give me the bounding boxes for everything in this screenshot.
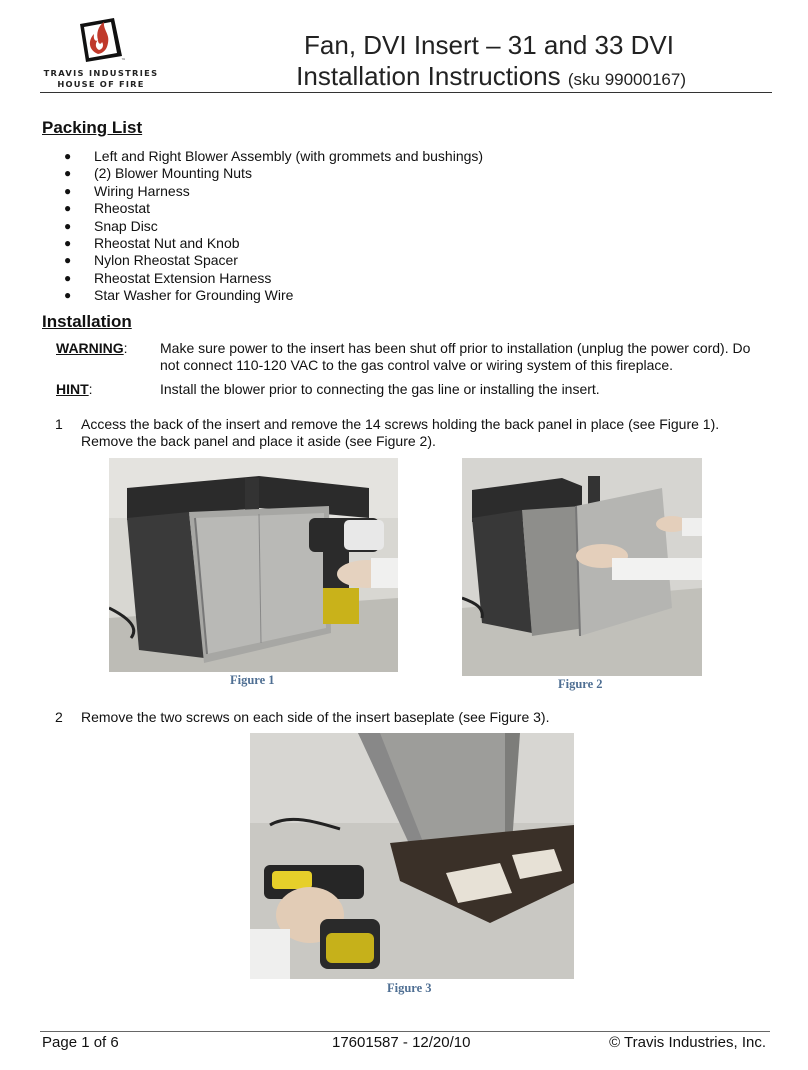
footer-page-number: Page 1 of 6 (42, 1034, 119, 1051)
flame-logo-icon (74, 16, 130, 66)
header-divider (40, 92, 772, 93)
list-item (64, 148, 483, 165)
list-item-text: Left and Right Blower Assembly (with grommets and bushings) (94, 148, 484, 164)
packing-list-heading: Packing List (42, 118, 143, 137)
warning-text: Make sure power to the insert has been shut off prior to installation (unplug the power cord). Do not connect 110-120 VAC to the gas control valve or wiring system of this fireplace. (160, 340, 751, 373)
bullet-icon: ● (64, 218, 72, 233)
figure-1-photo (109, 458, 398, 672)
list-item-text: Snap Disc (94, 217, 158, 234)
bullet-icon: ● (64, 149, 72, 163)
bullet-icon: ● (64, 270, 72, 285)
list-item (64, 200, 483, 217)
sku-number: (sku 99000167) (567, 70, 686, 89)
list-item-text: Rheostat (94, 200, 151, 217)
figure-1-caption: Figure 1 (230, 673, 275, 687)
list-item-text: Wiring Harness (94, 182, 190, 199)
footer-document-number: 17601587 - 12/20/10 (332, 1034, 471, 1051)
bullet-icon: ● (64, 183, 72, 198)
bullet-icon: ● (64, 201, 72, 216)
step-1-text: Access the back of the insert and remove the 14 screws holding the back panel in place (see Figure 1). Remove the back panel and place it aside (see Figure 2). (81, 416, 720, 449)
footer-divider (40, 1031, 770, 1032)
list-item (64, 235, 483, 252)
step-2-text: Remove the two screws on each side of the insert baseplate (see Figure 3). (81, 709, 550, 725)
list-item-text: Rheostat Nut and Knob (94, 234, 240, 251)
footer-copyright: © Travis Industries, Inc. (609, 1034, 766, 1051)
figure-3-caption: Figure 3 (387, 981, 432, 995)
step-1-number: 1 (55, 416, 63, 432)
hint-text: Install the blower prior to connecting the gas line or installing the insert. (160, 381, 600, 397)
figure-2-caption: Figure 2 (558, 677, 603, 691)
warning-label: WARNING: (56, 340, 128, 356)
bullet-icon: ● (64, 166, 72, 181)
figure-3-photo (250, 733, 574, 979)
subtitle-text: Installation Instructions (296, 61, 561, 91)
list-item-text: Nylon Rheostat Spacer (94, 252, 238, 269)
logo-tagline: HOUSE OF FIRE (57, 79, 145, 89)
step-2-number: 2 (55, 709, 63, 725)
trademark-symbol: ™ (121, 58, 126, 64)
list-item (64, 252, 483, 269)
list-item (64, 183, 483, 200)
list-item (64, 287, 483, 304)
document-subtitle (296, 61, 686, 92)
bullet-icon: ● (64, 235, 72, 250)
packing-list (64, 148, 483, 305)
figure-2-photo (462, 458, 702, 676)
list-item (64, 165, 483, 182)
list-item-text: Star Washer for Grounding Wire (94, 287, 294, 304)
list-item-text: Rheostat Extension Harness (94, 269, 272, 286)
hint-label: HINT: (56, 381, 93, 397)
document-title: Fan, DVI Insert – 31 and 33 DVI (304, 30, 674, 60)
logo-company-name: TRAVIS INDUSTRIES (43, 68, 159, 78)
travis-industries-logo (40, 16, 162, 96)
warning-label-text: WARNING (56, 340, 124, 356)
list-item (64, 218, 483, 235)
bullet-icon: ● (64, 253, 72, 268)
list-item-text: (2) Blower Mounting Nuts (94, 165, 252, 182)
installation-heading: Installation (42, 312, 132, 331)
hint-label-text: HINT (56, 381, 89, 397)
list-item (64, 270, 483, 287)
bullet-icon: ● (64, 288, 72, 303)
